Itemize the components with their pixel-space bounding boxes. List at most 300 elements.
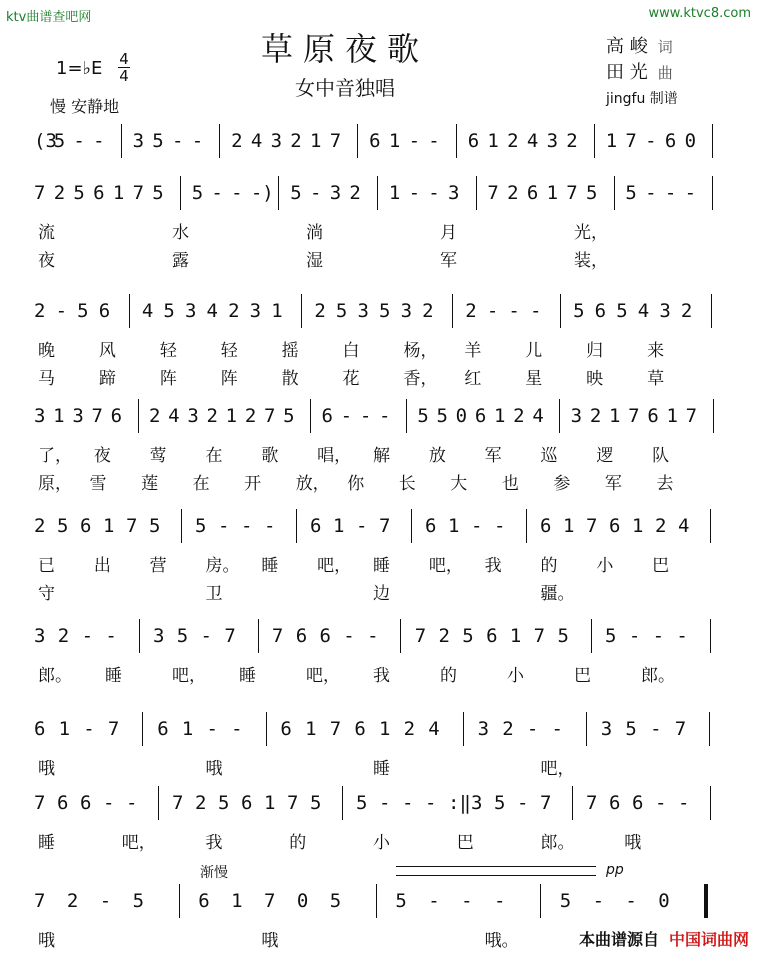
- note: 6: [93, 182, 105, 204]
- note: -: [55, 300, 68, 322]
- note: 5: [53, 130, 66, 152]
- note: 1: [448, 515, 460, 537]
- note: -: [172, 130, 184, 152]
- note: 2: [507, 130, 519, 152]
- lyric-word: 了，: [38, 446, 72, 466]
- note: 6: [321, 405, 333, 427]
- note: 6: [594, 300, 607, 322]
- note: -: [231, 182, 243, 204]
- lyric-word: 歌: [261, 446, 279, 466]
- note: 1: [333, 515, 345, 537]
- note: -: [103, 792, 115, 814]
- note: 7: [329, 718, 342, 740]
- note: 7: [628, 405, 640, 427]
- barline: [712, 176, 713, 210]
- note: 6: [80, 515, 92, 537]
- note: -: [264, 515, 276, 537]
- lyric-word: 香，: [403, 369, 438, 389]
- note: (3: [34, 130, 57, 152]
- note: 5: [152, 182, 164, 204]
- note: -: [99, 890, 112, 912]
- lyric-word: 阵: [159, 369, 177, 389]
- note: -: [645, 182, 657, 204]
- note: -: [551, 718, 563, 740]
- lyric-word: 风: [98, 341, 116, 361]
- note: -: [676, 625, 688, 647]
- note: 3: [34, 405, 46, 427]
- lyricist-line: [606, 34, 678, 60]
- note: 7: [34, 792, 46, 814]
- note: 2: [34, 515, 46, 537]
- lyric-word: 房。: [205, 556, 240, 576]
- note: 3: [249, 300, 262, 322]
- note: 5: [176, 625, 189, 647]
- lyric-word: 水: [172, 223, 189, 243]
- song-title: 草原夜歌: [260, 30, 429, 68]
- note: 3: [329, 182, 342, 204]
- notes-line: [30, 782, 730, 818]
- note: -: [367, 625, 379, 647]
- lyric-word: 边: [373, 584, 390, 604]
- barline: [594, 124, 595, 158]
- note: 5: [436, 405, 448, 427]
- lyric-word: 原，: [38, 474, 72, 494]
- lyric-word: 白: [342, 341, 360, 361]
- lyric-word: 巡: [540, 446, 558, 466]
- note: 7: [264, 890, 276, 912]
- note: 6: [319, 625, 331, 647]
- note: 1: [58, 718, 71, 740]
- note: -: [650, 718, 662, 740]
- barline: [614, 176, 615, 210]
- engraver-line: jingfu 制谱: [606, 91, 678, 107]
- note: 5: [57, 515, 69, 537]
- note: 6: [198, 890, 210, 912]
- note: 6: [632, 792, 644, 814]
- lyric-word: 的: [440, 666, 457, 686]
- note: -: [486, 300, 499, 322]
- note: 6: [647, 405, 659, 427]
- lyric-word: 放，: [295, 474, 330, 494]
- note: -: [379, 792, 391, 814]
- note: -: [340, 405, 353, 427]
- lyric-word: 疆。: [540, 584, 575, 604]
- note: 3: [448, 182, 460, 204]
- lyric-word: 睡: [373, 759, 390, 779]
- barline: [586, 712, 587, 746]
- lyric-word: 已: [38, 556, 55, 576]
- note: 6: [664, 130, 677, 152]
- barline: [704, 884, 708, 918]
- note: -: [379, 405, 391, 427]
- note: 5: [191, 182, 204, 204]
- note: -: [73, 130, 85, 152]
- note: 5: [283, 405, 295, 427]
- note: 7: [586, 515, 598, 537]
- note: -: [461, 890, 473, 912]
- lyric-word: 哦: [624, 833, 642, 853]
- song-subtitle: 女中音独唱: [295, 76, 395, 100]
- lyric-word: 哦: [205, 759, 223, 779]
- barline: [310, 399, 311, 433]
- note: 2: [206, 405, 218, 427]
- note: 7: [34, 890, 46, 912]
- note: 4: [168, 405, 180, 427]
- note: 5: [625, 718, 637, 740]
- barline: [400, 619, 401, 653]
- note: -: [402, 792, 414, 814]
- barline: [540, 884, 541, 918]
- lyric-word: 夜: [38, 251, 55, 271]
- watermark-bottom-label: 本曲谱源自: [578, 930, 659, 949]
- barline: [710, 619, 711, 653]
- note: -: [310, 182, 322, 204]
- note: 5: [163, 300, 175, 322]
- note: 3: [570, 405, 583, 427]
- barline: [406, 399, 407, 433]
- lyric-word: 队: [652, 446, 670, 466]
- note: 2: [53, 182, 66, 204]
- note: -: [241, 515, 253, 537]
- note: 6: [98, 300, 111, 322]
- note: -: [526, 718, 539, 740]
- notes-line: [30, 395, 730, 431]
- note: -: [494, 890, 506, 912]
- lyric-word: 小: [596, 556, 614, 576]
- lyric-word: 军: [484, 446, 502, 466]
- barline: [712, 124, 713, 158]
- note: 3: [357, 300, 369, 322]
- note: 2: [680, 300, 693, 322]
- note: 5: [586, 182, 598, 204]
- lyric-word: 放: [428, 446, 446, 466]
- lyric-word: 军: [440, 251, 457, 271]
- lyric-word: 晚: [38, 341, 55, 361]
- note: 2: [438, 625, 450, 647]
- barline: [376, 884, 377, 918]
- note: 1: [181, 718, 194, 740]
- note: -: [356, 515, 368, 537]
- note: 2: [513, 405, 525, 427]
- note: 2: [566, 130, 578, 152]
- note: 1: [605, 130, 618, 152]
- note: -: [211, 182, 223, 204]
- lyric-word: 长: [398, 474, 416, 494]
- note: -: [645, 130, 657, 152]
- barline: [710, 509, 711, 543]
- barline: [258, 619, 259, 653]
- note: 1: [231, 890, 243, 912]
- lyric-word: 吧，: [306, 666, 340, 686]
- note: 0: [296, 890, 309, 912]
- barline: [463, 712, 464, 746]
- note: 7: [224, 625, 236, 647]
- note: 7: [271, 625, 284, 647]
- key-signature: 1=♭E: [56, 58, 103, 79]
- notes-line: [30, 505, 730, 541]
- note: 3: [471, 792, 483, 814]
- barline: [139, 619, 140, 653]
- lyric-word: 轻: [159, 341, 177, 361]
- note: 7: [625, 130, 637, 152]
- barline: [711, 294, 712, 328]
- note: 6: [110, 405, 123, 427]
- lyric-word: 你: [347, 474, 365, 494]
- barline: [129, 294, 130, 328]
- note: 4: [532, 405, 544, 427]
- note: 7: [172, 792, 184, 814]
- lyric-word: 映: [586, 369, 604, 389]
- note: -: [652, 625, 665, 647]
- note: 1: [487, 130, 499, 152]
- note: 2: [655, 515, 667, 537]
- note: 6: [57, 792, 69, 814]
- barline: [301, 294, 302, 328]
- composer-name: 田 光: [606, 62, 648, 83]
- lyric-word: 郎。: [38, 666, 72, 686]
- meter-top: 4: [119, 50, 129, 68]
- lyric-word: 在: [205, 446, 223, 466]
- note: 7: [329, 130, 342, 152]
- note: 6: [467, 130, 480, 152]
- lyric-word: 流: [38, 223, 55, 243]
- lyric-word: 大: [450, 474, 468, 494]
- note: 3: [546, 130, 559, 152]
- note: 7: [287, 792, 299, 814]
- note: 5: [73, 182, 85, 204]
- note: 1: [225, 405, 238, 427]
- note: 4: [428, 718, 440, 740]
- note: -: [81, 625, 94, 647]
- note: 1: [563, 515, 575, 537]
- barline: [452, 294, 453, 328]
- note: 2: [589, 405, 602, 427]
- note: -: [625, 890, 637, 912]
- watermark-top-left: ktv曲谱查吧网: [6, 10, 92, 25]
- note: 3: [477, 718, 490, 740]
- lyric-word: 莺: [149, 446, 167, 466]
- note: 5: [605, 625, 617, 647]
- lyric-word: 杨，: [403, 341, 438, 361]
- note: 5: [218, 792, 230, 814]
- note: 2: [228, 300, 240, 322]
- note: 2: [465, 300, 477, 322]
- lyric-word: 来: [647, 341, 665, 361]
- note: 5: [195, 515, 207, 537]
- notes-line: [30, 880, 730, 916]
- note: -: [664, 182, 677, 204]
- composer-line: [606, 60, 678, 86]
- note: 6: [295, 625, 308, 647]
- lyric-word: 红: [464, 369, 482, 389]
- note: 6: [425, 515, 437, 537]
- ritardando-marking: 渐慢: [200, 865, 228, 881]
- lyric-word: 睡: [373, 556, 390, 576]
- note: 5: [77, 300, 89, 322]
- barline: [278, 176, 279, 210]
- decrescendo-hairpin: [396, 866, 596, 876]
- lyric-word: 月: [440, 223, 457, 243]
- lyric-word: 开: [244, 474, 262, 494]
- note: -: [425, 792, 437, 814]
- lyric-word: 睡: [38, 833, 55, 853]
- note: 6: [369, 130, 381, 152]
- note: 1: [379, 718, 391, 740]
- lyric-word: 巴: [456, 833, 474, 853]
- lyric-word: 莲: [141, 474, 159, 494]
- note: 4: [678, 515, 690, 537]
- barline: [560, 294, 561, 328]
- note: 5: [132, 890, 145, 912]
- note: 6: [157, 718, 169, 740]
- note: 5: [329, 890, 342, 912]
- note: -: [517, 792, 529, 814]
- note: 7: [34, 182, 46, 204]
- barline: [713, 399, 714, 433]
- note: 6: [609, 792, 621, 814]
- note: 4: [637, 300, 650, 322]
- barline: [591, 619, 592, 653]
- dynamic-marking: pp: [606, 862, 624, 878]
- note: -: [105, 625, 117, 647]
- lyric-word: 吧，: [317, 556, 352, 576]
- lyric-word: 巴: [574, 666, 591, 686]
- note: 1: [388, 130, 401, 152]
- barline: [142, 712, 143, 746]
- note: -: [471, 515, 483, 537]
- lyric-word: 唱，: [317, 446, 352, 466]
- note: 6: [526, 182, 539, 204]
- lyric-word: 参: [553, 474, 571, 494]
- note: 3: [659, 300, 671, 322]
- note: -: [408, 182, 421, 204]
- note: 2: [231, 130, 243, 152]
- note: 5: [494, 792, 506, 814]
- note: -: [93, 130, 105, 152]
- note: 1: [509, 625, 522, 647]
- note: -: [191, 130, 204, 152]
- note: 6: [474, 405, 487, 427]
- lyric-word: 淌: [306, 223, 323, 243]
- note: -: [218, 515, 230, 537]
- note: 0: [684, 130, 697, 152]
- note: -): [250, 182, 274, 204]
- lyric-word: 湿: [306, 251, 323, 271]
- lyric-word: 轻: [220, 341, 238, 361]
- note: 1: [271, 300, 283, 322]
- note: 3: [72, 405, 84, 427]
- note: -: [529, 300, 542, 322]
- note: 4: [141, 300, 154, 322]
- note: 2: [195, 792, 207, 814]
- lyric-word: 睡: [261, 556, 279, 576]
- lyric-word: 我: [484, 556, 502, 576]
- lyric-word: 雪: [89, 474, 107, 494]
- barline: [709, 712, 710, 746]
- note: 1: [666, 405, 678, 427]
- note: 6: [80, 792, 92, 814]
- note: 1: [310, 130, 322, 152]
- watermark-bottom-site: 中国词曲网: [668, 930, 749, 949]
- lyric-word: 马: [38, 369, 55, 389]
- note: 1: [112, 182, 125, 204]
- lyric-word: 吧，: [428, 556, 463, 576]
- barline: [219, 124, 220, 158]
- note: 3: [184, 300, 197, 322]
- barline: [158, 786, 159, 820]
- lyric-word: 哦: [38, 759, 55, 779]
- note: 2: [57, 625, 70, 647]
- lyric-word: 吧，: [540, 759, 575, 779]
- lyricist-role: 词: [657, 38, 673, 56]
- lyric-word: 睡: [239, 666, 256, 686]
- lyric-word: 吧，: [172, 666, 206, 686]
- barline: [476, 176, 477, 210]
- note: 7: [414, 625, 427, 647]
- note: -: [628, 625, 641, 647]
- lyric-word: 在: [192, 474, 210, 494]
- note: 5: [462, 625, 474, 647]
- lyric-word: 逻: [596, 446, 614, 466]
- note: 7: [126, 515, 138, 537]
- lyric-word: 哦。: [484, 931, 519, 951]
- note: 3: [187, 405, 199, 427]
- note: 0: [455, 405, 468, 427]
- note: 4: [250, 130, 263, 152]
- note: 5: [356, 792, 368, 814]
- lyric-word: 郎。: [641, 666, 675, 686]
- note: -: [408, 130, 421, 152]
- lyric-word: 小: [373, 833, 390, 853]
- note: 6: [310, 515, 322, 537]
- barline: [121, 124, 122, 158]
- barline: [526, 509, 527, 543]
- note: 2: [502, 718, 514, 740]
- lyric-word: 花: [342, 369, 360, 389]
- note: -: [206, 718, 218, 740]
- lyric-word: 羊: [464, 341, 482, 361]
- note: -: [428, 130, 440, 152]
- barline: [181, 509, 182, 543]
- lyric-word: 星: [525, 369, 543, 389]
- note: -: [592, 890, 605, 912]
- lyric-word: 草: [647, 369, 665, 389]
- note: 2: [422, 300, 434, 322]
- note: 0: [658, 890, 670, 912]
- note: 7: [533, 625, 546, 647]
- note: 2: [66, 890, 79, 912]
- barline: [377, 176, 378, 210]
- note: 2: [314, 300, 326, 322]
- notes-line: [30, 615, 730, 651]
- note: 7: [379, 515, 391, 537]
- lyric-word: 郎。: [540, 833, 575, 853]
- lyric-word: 阵: [220, 369, 238, 389]
- lyric-word: 蹄: [98, 369, 116, 389]
- note: 2: [507, 182, 519, 204]
- lyric-word: 去: [656, 474, 674, 494]
- note: -: [231, 718, 243, 740]
- barline: [342, 786, 343, 820]
- note: 3: [34, 625, 46, 647]
- note: 1: [103, 515, 115, 537]
- note: -: [428, 890, 440, 912]
- note: 4: [206, 300, 218, 322]
- note: 2: [349, 182, 361, 204]
- note: -: [343, 625, 355, 647]
- barline: [559, 399, 560, 433]
- lyric-word: 的: [540, 556, 558, 576]
